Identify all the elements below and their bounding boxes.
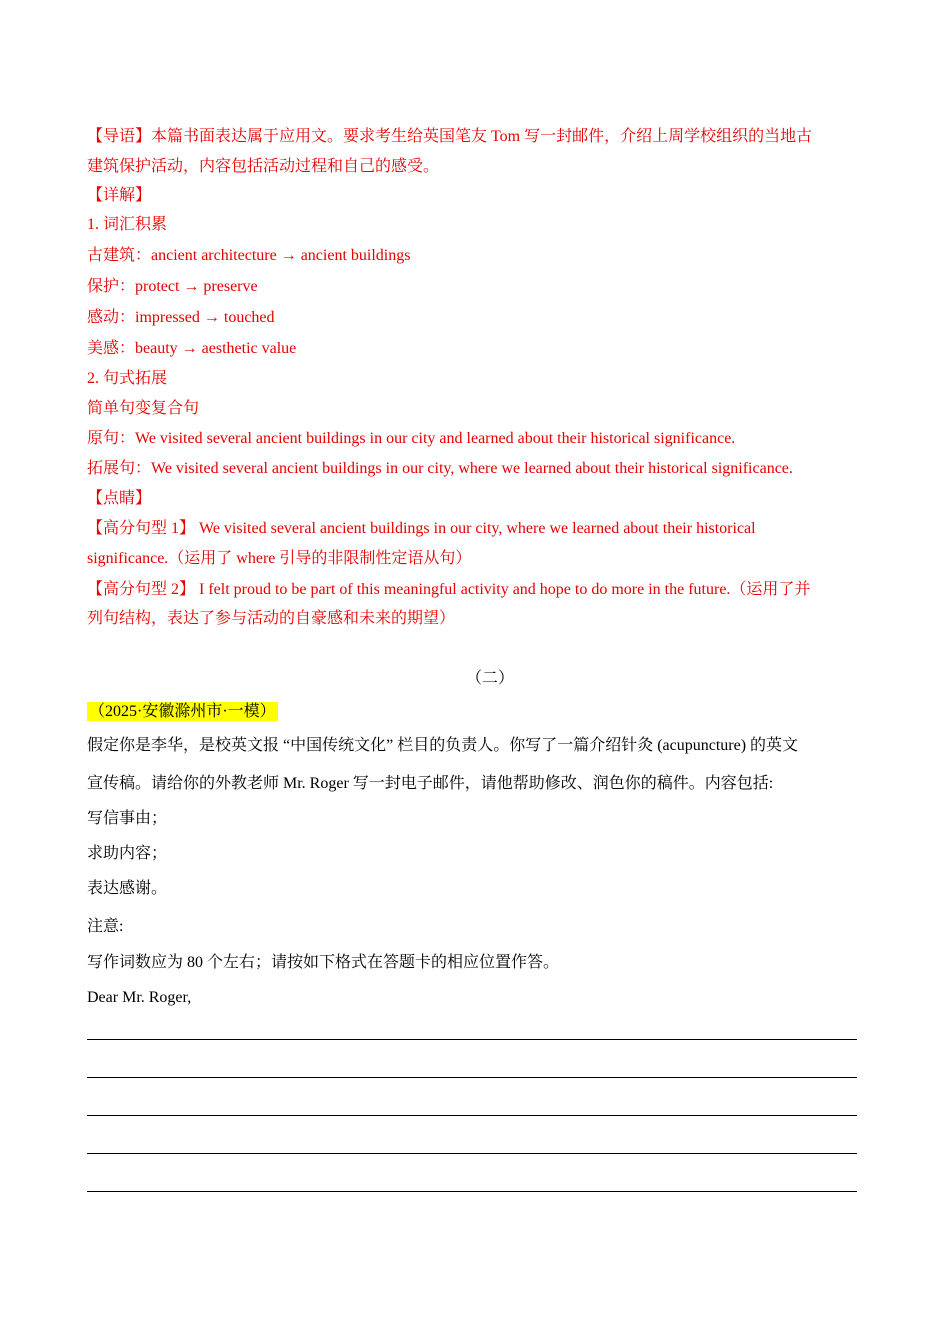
vocab-item: 美感：beauty → aesthetic value bbox=[87, 340, 297, 357]
pattern-1-line-2: significance.（运用了 where 引导的非限制性定语从句） bbox=[87, 550, 472, 567]
answer-line bbox=[87, 1153, 857, 1154]
note-heading: 注意: bbox=[87, 918, 124, 935]
answer-line bbox=[87, 1191, 857, 1192]
content-point: 求助内容； bbox=[87, 845, 168, 862]
source-highlight: （2025·安徽滁州市·一模） bbox=[89, 703, 276, 720]
vocab-item: 保护：protect → preserve bbox=[87, 278, 258, 295]
pattern-2-line-1: 【高分句型 2】 I felt proud to be part of this meaningful activity and hope to do more in the future.（运用了并 bbox=[87, 581, 811, 598]
content-point: 写信事由； bbox=[87, 810, 168, 827]
vocab-heading: 1. 词汇积累 bbox=[87, 216, 168, 233]
note-text: 写作词数应为 80 个左右；请按如下格式在答题卡的相应位置作答。 bbox=[87, 954, 560, 971]
pattern-1-line-1: 【高分句型 1】 We visited several ancient buildings in our city, where we learned about their historical bbox=[87, 520, 756, 537]
vocab-item: 感动：impressed → touched bbox=[87, 309, 275, 326]
intro-line-2: 建筑保护活动，内容包括活动过程和自己的感受。 bbox=[87, 158, 440, 175]
original-sentence: 原句：We visited several ancient buildings in our city and learned about their historical significance. bbox=[87, 430, 736, 447]
expanded-sentence: 拓展句：We visited several ancient buildings in our city, where we learned about their historical significance. bbox=[87, 460, 793, 477]
source-tag bbox=[87, 702, 278, 722]
detail-heading: 【详解】 bbox=[87, 187, 152, 204]
vocab-item: 古建筑：ancient architecture → ancient buildings bbox=[87, 247, 411, 264]
content-point: 表达感谢。 bbox=[87, 880, 168, 897]
section-number: （二） bbox=[465, 670, 514, 687]
highlight-heading: 【点睛】 bbox=[87, 490, 152, 507]
sentence-subheading: 简单句变复合句 bbox=[87, 400, 200, 417]
prompt-line-2: 宣传稿。请给你的外教老师 Mr. Roger 写一封电子邮件，请他帮助修改、润色你的稿件。内容包括: bbox=[87, 775, 774, 792]
answer-line bbox=[87, 1115, 857, 1116]
prompt-line-1: 假定你是李华，是校英文报 “中国传统文化” 栏目的负责人。你写了一篇介绍针灸 (acupuncture) 的英文 bbox=[87, 737, 799, 754]
salutation: Dear Mr. Roger, bbox=[87, 989, 192, 1006]
answer-line bbox=[87, 1039, 857, 1040]
answer-line bbox=[87, 1077, 857, 1078]
pattern-2-line-2: 列句结构，表达了参与活动的自豪感和未来的期望） bbox=[87, 610, 456, 627]
intro-line-1: 【导语】本篇书面表达属于应用文。要求考生给英国笔友 Tom 写一封邮件，介绍上周学校组织的当地古 bbox=[87, 128, 813, 145]
sentence-heading: 2. 句式拓展 bbox=[87, 370, 168, 387]
